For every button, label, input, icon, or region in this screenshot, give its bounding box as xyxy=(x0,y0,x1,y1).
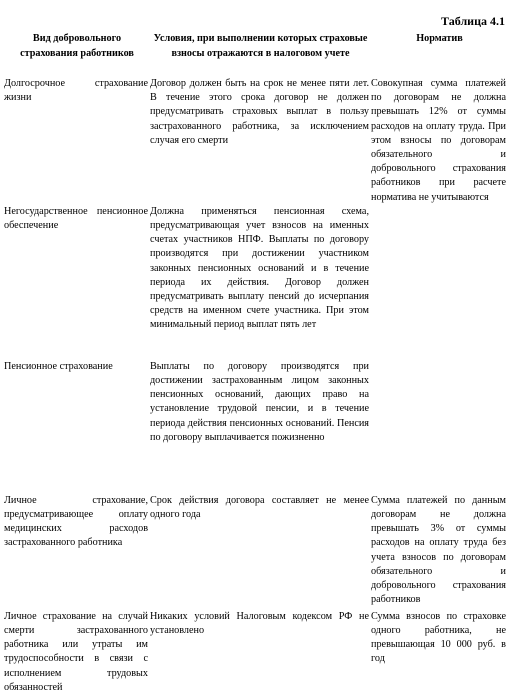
cell-insurance-type: Личное страхование на случай смерти застрахованного работника или утраты им трудоспособности в связи с исполнением трудовых обязанностей xyxy=(4,610,148,693)
header-insurance-type: Вид добровольного страхования работников xyxy=(20,33,134,59)
table-header-row xyxy=(4,32,508,76)
cell-conditions: Выплаты по договору производятся при достижении застрахованным лицом законных пенсионных оснований, дающих право на установление трудовой пенсии, и в течение периода действия пенсионных оснований. Пенсия по договору выплачивается пожизненно xyxy=(150,360,369,443)
cell-insurance-type: Личное страхование, предусматривающее оплату медицинских расходов застрахованного работника xyxy=(4,494,148,549)
cell-insurance-type: Долгосрочное страхование жизни xyxy=(4,78,148,104)
cell-conditions: Срок действия договора составляет не менее одного года xyxy=(150,494,369,521)
table-row xyxy=(4,494,508,610)
insurance-norms-table xyxy=(4,32,508,700)
cell-norm: Сумма взносов по страховке одного работника, не превышающая 10 000 руб. в год xyxy=(371,610,506,665)
cell-norm xyxy=(371,205,508,360)
cell-insurance-type: Негосударственное пенсионное обеспечение xyxy=(4,205,148,232)
header-conditions: Условия, при выполнении которых страховые взносы отражаются в налоговом учете xyxy=(153,33,368,59)
cell-insurance-type: Пенсионное страхование xyxy=(4,360,113,372)
cell-conditions: Никаких условий Налоговым кодексом РФ не установлено xyxy=(150,610,369,637)
table-row xyxy=(4,610,508,700)
cell-conditions: Договор должен быть на срок не менее пяти лет. В течение этого срока договор не должен предусматривать страховых выплат в пользу застрахованного работника, за исключением случая его смерти xyxy=(150,78,369,146)
table-caption: Таблица 4.1 xyxy=(441,14,505,28)
table-row xyxy=(4,76,508,205)
table-row xyxy=(4,205,508,360)
cell-norm: Сумма платежей по данным договорам не должна превышать 3% от суммы расходов на оплату труда без учета взносов по договорам обязательного и добровольного страхования работников xyxy=(371,494,506,606)
table-row xyxy=(4,360,508,494)
cell-norm xyxy=(371,360,508,494)
header-norm: Норматив xyxy=(416,33,463,44)
cell-norm: Совокупная сумма платежей по договорам не должна превышать 12% от суммы расходов на оплату труда. При этом взносы по договорам обязательного и добровольного страхования работников при расчете норматива не учитываются xyxy=(371,78,506,203)
cell-conditions: Должна применяться пенсионная схема, предусматривающая учет взносов на именных счетах участников НПФ. Выплаты по договору производятся при достижении участником законных пенсионных оснований и в течение периода их действия. Договор должен предусматривать выплату пенсий до исчерпания средств на именном счете участника. При этом минимальный период выплат пять лет xyxy=(150,205,369,331)
